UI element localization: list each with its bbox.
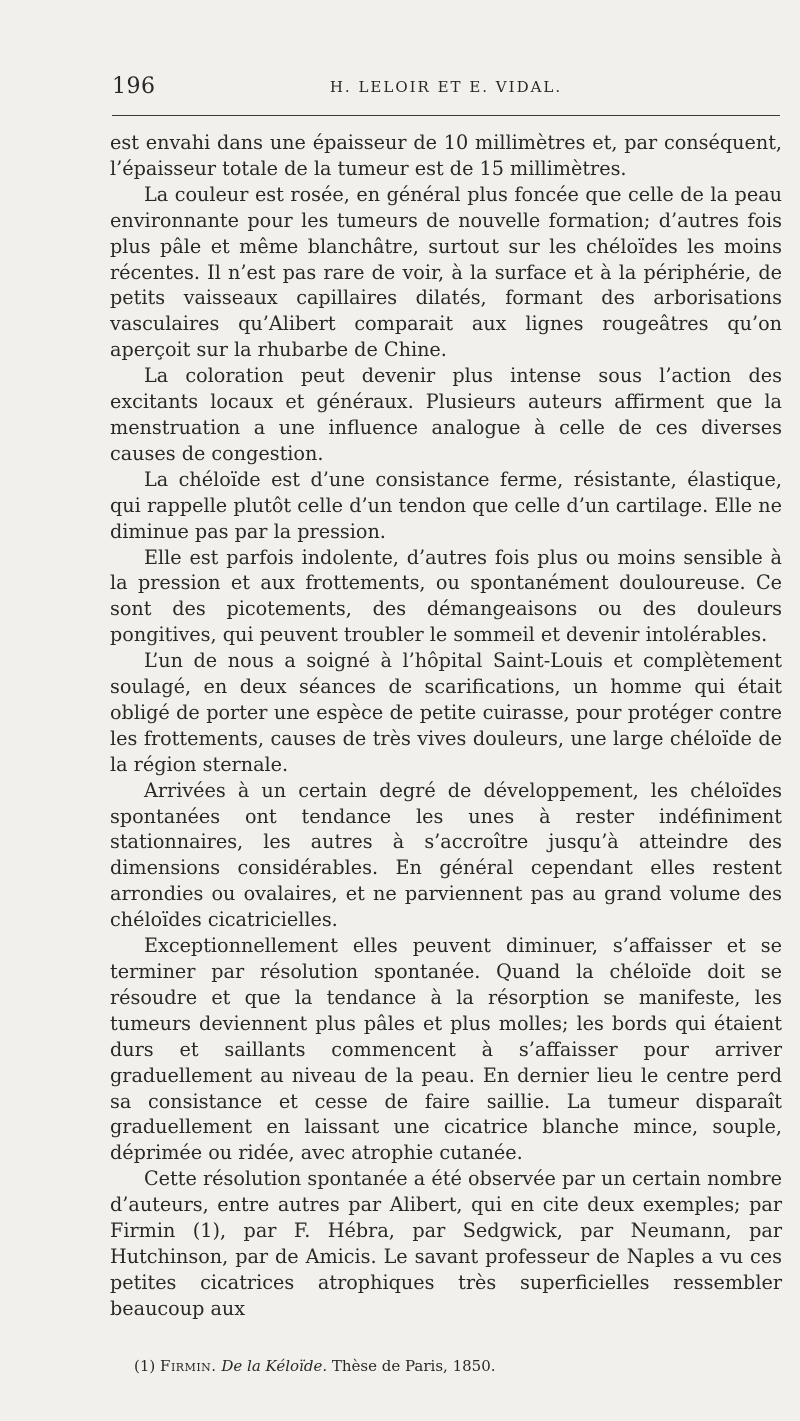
footnote-work: De la Kéloïde. bbox=[221, 1357, 328, 1375]
paragraph-4: La chéloïde est d’une consistance ferme, résistante, élastique, qui rappelle plutôt celle d’un tendon que celle d’un cartilage. Elle ne diminue pas par la pression. bbox=[110, 467, 782, 543]
footnote-marker: (1) bbox=[134, 1357, 156, 1375]
paragraph-6: L’un de nous a soigné à l’hôpital Saint-Louis et complètement soulagé, en deux séances de scarifications, un homme qui était obligé de porter une espèce de petite cuirasse, pour protéger contre les frottements, causes de très vives douleurs, une large chéloïde de la région sternale. bbox=[110, 649, 782, 776]
paragraph-1: est envahi dans une épaisseur de 10 millimètres et, par conséquent, l’épaisseur totale de la tumeur est de 15 millimètres. bbox=[110, 131, 782, 180]
footnote bbox=[134, 1356, 774, 1376]
page-number: 196 bbox=[112, 74, 156, 99]
paragraph-5: Elle est parfois indolente, d’autres fois plus ou moins sensible à la pression et aux frottements, ou spontanément douloureuse. Ce sont des picotements, des démangeaisons ou des douleurs pongitives, qui peuvent troubler le sommeil et devenir intolérables. bbox=[110, 545, 782, 647]
footnote-rest: Thèse de Paris, 1850. bbox=[331, 1357, 496, 1375]
paragraph-2: La couleur est rosée, en général plus foncée que celle de la peau environnante pour les tumeurs de nouvelle formation; d’autres fois plus pâle et même blanchâtre, surtout sur les chéloïdes les moins récentes. Il n’est pas rare de voir, à la surface et à la périphérie, de petits vaisseaux capillaires dilatés, formant des arborisations vasculaires qu’Alibert comparait aux lignes rougeâtres qu’on aperçoit sur la rhubarbe de Chine. bbox=[110, 182, 782, 362]
header-rule bbox=[112, 115, 780, 116]
page-header bbox=[112, 72, 780, 102]
running-head: H. LELOIR ET E. VIDAL. bbox=[329, 78, 563, 96]
paragraph-9: Cette résolution spontanée a été observée par un certain nombre d’auteurs, entre autres par Alibert, qui en cite deux exemples; par Firmin (1), par F. Hébra, par Sedgwick, par Neumann, par Hutchinson, par de Amicis. Le savant professeur de Naples a vu ces petites cicatrices atrophiques très superficielles ressembler beaucoup aux bbox=[110, 1167, 782, 1320]
paragraph-8: Exceptionnellement elles peuvent diminuer, s’affaisser et se terminer par résolution spontanée. Quand la chéloïde doit se résoudre et que la tendance à la résorption se manifeste, les tumeurs deviennent plus pâles et plus molles; les bords qui étaient durs et saillants commencent à s’affaisser pour arriver graduellement au niveau de la peau. En dernier lieu le centre perd sa consistance et cesse de faire saillie. La tumeur disparaît graduellement en laissant une cicatrice blanche mince, souple, déprimée ou ridée, avec atrophie cutanée. bbox=[110, 934, 782, 1165]
paragraph-3: La coloration peut devenir plus intense sous l’action des excitants locaux et généraux. Plusieurs auteurs affirment que la menstruation a une influence analogue à celle de ces diverses causes de congestion. bbox=[110, 364, 782, 465]
footnote-author: Firmin. bbox=[160, 1357, 217, 1375]
paragraph-7: Arrivées à un certain degré de développement, les chéloïdes spontanées ont tendance les unes à rester indéfiniment stationnaires, les autres à s’accroître jusqu’à atteindre des dimensions considérables. En général cependant elles restent arrondies ou ovalaires, et ne parviennent pas au grand volume des chéloïdes cicatricielles. bbox=[110, 778, 782, 932]
body-text bbox=[110, 130, 782, 1322]
